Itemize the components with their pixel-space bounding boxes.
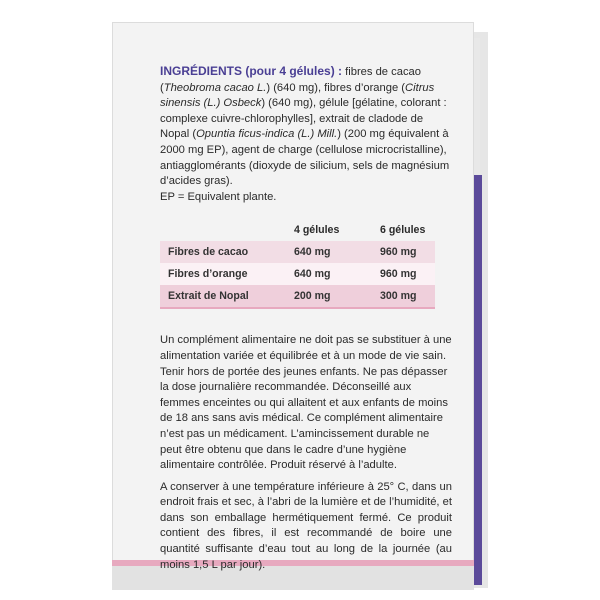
table-cell: 960 mg xyxy=(372,241,435,263)
ingredients-text: ) (640 mg), fibres d’orange ( xyxy=(266,81,406,94)
package-edge-top xyxy=(474,38,480,178)
table-cell: 300 mg xyxy=(372,285,435,308)
table-header-row xyxy=(160,219,435,241)
ingredients-paragraph xyxy=(160,64,452,190)
conservation-paragraph: A conserver à une température inférieure à 25° C, dans un endroit frais et sec, à l’abri de la lumière et de l’humidité, et dans son emballage hermétiquement fermé. Ce produit contient des fibres, il est recommandé de boire une quantité suffisante d’eau tout au long de la journée (au moins 1,5 L par jour). xyxy=(160,480,452,571)
label-text xyxy=(160,64,452,573)
table-row xyxy=(160,263,435,285)
table-cell: Fibres de cacao xyxy=(160,241,286,263)
table-cell: Fibres d’orange xyxy=(160,263,286,285)
table-header: 6 gélules xyxy=(372,219,435,241)
table-header xyxy=(160,219,286,241)
ingredients-text: fibres de cacao ( xyxy=(160,66,421,94)
latin-name: Theobroma cacao L. xyxy=(163,81,267,94)
latin-name: Citrus sinensis (L.) Osbeck xyxy=(160,81,435,110)
warning-paragraph: Un complément alimentaire ne doit pas se substituer à une alimentation variée et équilibrée et à un mode de vie sain. Tenir hors de portée des jeunes enfants. Ne pas dépasser la dose journalière recommandée. Déconseillé aux femmes enceintes ou qui allaitent et aux enfants de moins de 18 ans sans avis médical. Ce complément alimentaire n’est pas un médicament. L’amincissement durable ne peut être obtenu que dans le cadre d’une hygiène alimentaire contrôlée. Produit réservé à l’adulte. xyxy=(160,334,452,472)
ingredients-text: ) (640 mg), gélule [gélatine, colorant : complexe cuivre-chlorophylles], extrait de cladode de Nopal ( xyxy=(160,97,447,141)
table-cell: 200 mg xyxy=(286,285,372,308)
ingredients-text: ) (200 mg équivalent à 2000 mg EP), agent de charge (cellulose microcristalline), antiagglomérants (dioxyde de silicium, sels de magnésium d’acides gras). xyxy=(160,128,450,188)
composition-table xyxy=(160,219,435,309)
table-header: 4 gélules xyxy=(286,219,372,241)
ingredients-heading: INGRÉDIENTS (pour 4 gélules) : xyxy=(160,64,343,78)
latin-name: Opuntia ficus-indica (L.) Mill. xyxy=(196,128,338,141)
table-cell: 640 mg xyxy=(286,241,372,263)
table-cell: 960 mg xyxy=(372,263,435,285)
purple-side-tab xyxy=(474,175,482,585)
table-row xyxy=(160,241,435,263)
table-cell: 640 mg xyxy=(286,263,372,285)
table-row xyxy=(160,285,435,308)
ep-note: EP = Equivalent plante. xyxy=(160,190,277,203)
table-cell: Extrait de Nopal xyxy=(160,285,286,308)
